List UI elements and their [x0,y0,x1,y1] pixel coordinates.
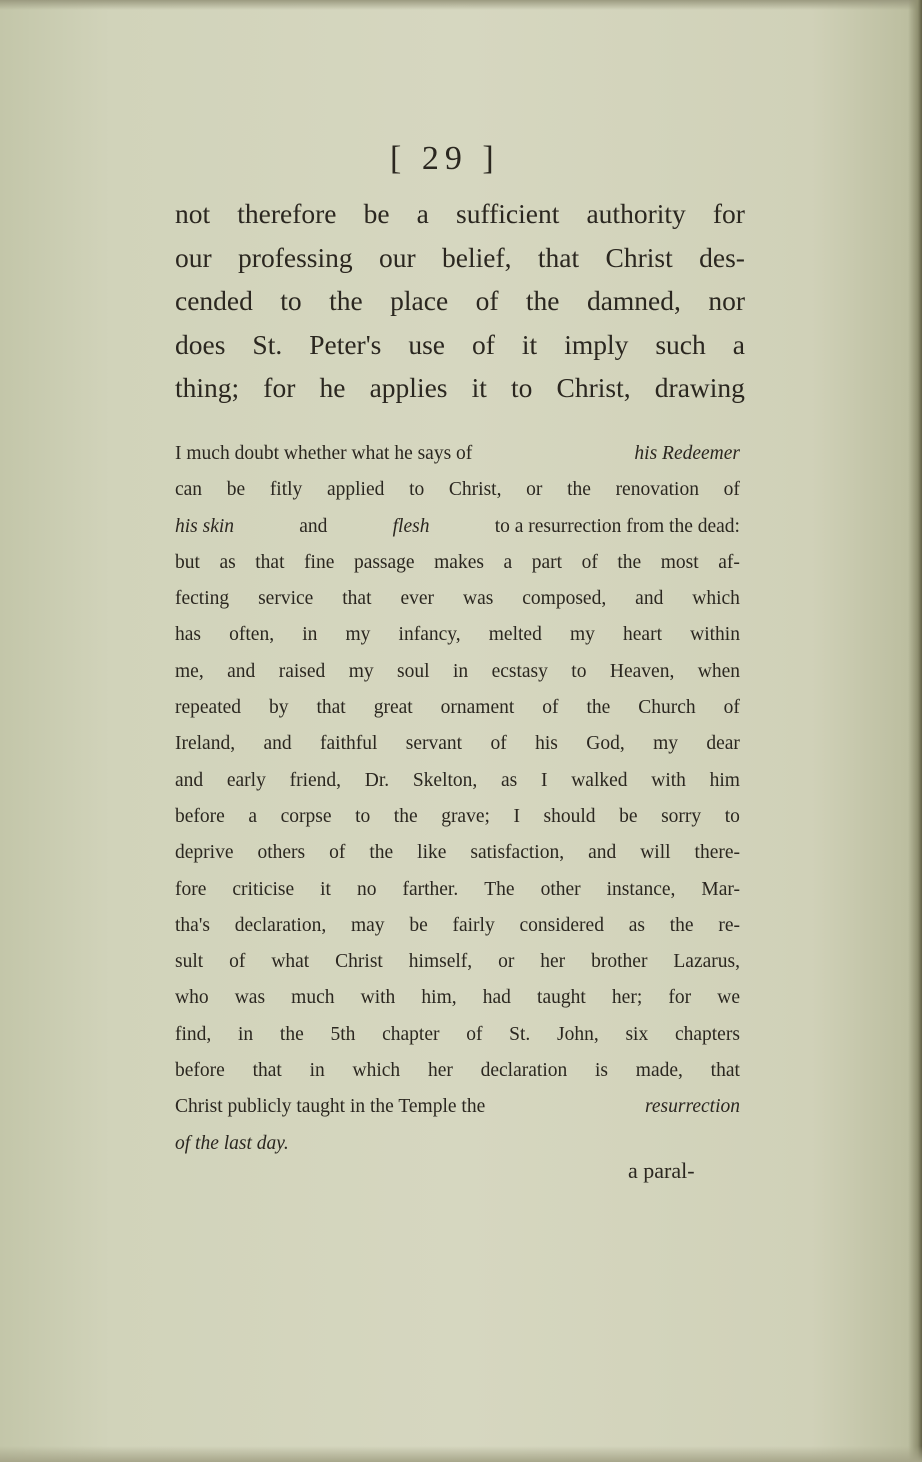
word: cended [175,285,253,317]
word: others [257,842,306,864]
word: he [319,372,346,404]
word: which [352,1060,401,1082]
word: use [408,328,446,360]
word: instance, [606,878,676,900]
word: af- [718,551,740,573]
main-text-line [175,192,745,236]
word: to [409,479,425,501]
word: applied [326,479,385,501]
word: and [227,660,256,682]
word: criticise [232,878,295,900]
footnote-line [175,799,740,835]
word: sult [175,951,204,973]
word: like [417,842,447,864]
footnote-line [175,763,740,799]
footnote-line [175,1126,740,1162]
word: her [540,951,566,973]
word: be [363,198,390,229]
word: has [175,624,201,646]
word: satisfaction, [470,842,565,864]
word: was [234,987,266,1009]
word: much [291,987,335,1009]
catchword: a paral- [628,1158,695,1183]
word: the [525,285,560,317]
word: within [690,624,740,646]
page-bottom-edge [0,1446,922,1462]
word: faithful [320,733,378,755]
word: Peter's [309,328,382,360]
word: a [248,805,258,827]
word: it [471,372,487,404]
word: who [175,987,209,1009]
footnote-line [175,472,740,508]
footnote-italic-text: flesh [392,515,430,537]
word: of [475,285,499,317]
footnote-line [175,654,740,690]
word: to [511,372,533,404]
word: thing; [175,372,240,404]
word: other [540,878,581,900]
word: Ireland, [175,733,236,755]
word: of [229,951,246,973]
footnote-line [175,690,740,726]
word: be [409,914,428,936]
word: St. [509,1023,531,1045]
word: of [472,328,495,360]
word: John, [557,1023,599,1045]
word: corpse [280,805,332,827]
word: dear [706,733,740,755]
word: I [513,805,520,827]
footnote-line [175,835,740,871]
word: that [710,1060,740,1082]
word: is [595,1060,609,1082]
word: raised [278,660,326,682]
word: that [342,588,372,610]
word: that [537,241,580,273]
footnote-line [175,980,740,1016]
footnote [175,436,740,1162]
word: declaration [480,1060,568,1082]
word: tha's [175,914,210,936]
word: of [466,1023,483,1045]
word: our [379,241,416,273]
word: Christ [605,241,673,273]
word: 5th [330,1023,356,1045]
word: I [540,769,548,791]
word: made, [635,1060,683,1082]
word: sufficient [456,198,560,229]
word: no [356,878,377,900]
footnote-line [175,509,740,545]
word: by [269,697,289,719]
word: of [723,479,740,501]
footnote-italic-text: of the last day. [175,1132,289,1154]
word: deprive [175,842,234,864]
footnote-italic-text: his Redeemer [634,443,740,464]
word: it [521,328,538,360]
word: does [175,328,226,360]
word: farther. [402,878,459,900]
word: we [717,987,740,1009]
word: as [219,551,236,573]
word: imply [564,328,629,360]
word: service [258,588,314,610]
main-text-line [175,366,745,410]
word: should [543,805,596,827]
word: in [238,1023,254,1045]
word: early [226,769,266,791]
word: can [175,479,203,501]
word: of [329,842,346,864]
word: Dr. [364,769,390,791]
word: in [309,1060,325,1082]
word: my [653,733,678,755]
word: the [279,1023,304,1045]
word: repeated [175,697,242,719]
footnote-line [175,908,740,944]
word: professing [238,241,353,273]
word: what [271,951,310,973]
page-top-edge [0,0,922,10]
word: the [586,697,611,719]
word: Skelton, [412,769,478,791]
word: Church [638,697,696,719]
word: servant [405,733,463,755]
footnote-italic-text: resurrection [645,1096,740,1118]
word: may [350,914,385,936]
word: it [320,878,331,900]
word: des- [699,241,745,273]
word: The [484,878,515,900]
word: a [503,551,513,573]
word: in [302,624,318,646]
word: of [542,697,559,719]
footnote-line [175,436,740,472]
word: such [655,328,706,360]
footnote-text: to a resurrection from the dead: [494,515,740,537]
footnote-line [175,545,740,581]
word: Christ, [556,372,631,404]
word: of [723,697,740,719]
word: him, [421,987,457,1009]
word: the [617,551,642,573]
page-right-edge [908,0,922,1462]
footnote-line [175,1089,740,1125]
footnote-line [175,944,740,980]
word: place [390,285,449,317]
word: nor [708,285,745,317]
footnote-text: and [299,515,328,537]
word: composed, [522,588,607,610]
word: melted [488,624,542,646]
word: the [369,842,394,864]
word: ornament [440,697,515,719]
word: part [531,551,563,573]
word: to [571,660,587,682]
word: for [263,372,296,404]
word: Mar- [701,878,740,900]
word: infancy, [398,624,461,646]
word: with [651,769,686,791]
main-text [175,192,745,410]
word: grave; [441,805,490,827]
word: fore [175,878,207,900]
word: was [462,588,494,610]
word: as [501,769,518,791]
word: soul [397,660,430,682]
word: there- [694,842,740,864]
word: which [692,588,740,610]
word: fairly [452,914,495,936]
word: and [175,769,204,791]
word: makes [434,551,484,573]
word: be [619,805,638,827]
word: him [709,769,740,791]
word: declaration, [234,914,327,936]
main-text-line [175,323,745,367]
footnote-text: I much doubt whether what he says of [175,443,473,464]
footnote-line [175,872,740,908]
word: ever [400,588,435,610]
word: sorry [661,805,702,827]
word: to [280,285,302,317]
word: me, [175,660,204,682]
word: often, [229,624,275,646]
word: be [226,479,246,501]
word: and [635,588,664,610]
word: when [697,660,740,682]
word: Heaven, [609,660,675,682]
word: the [669,914,694,936]
word: fine [304,551,335,573]
word: chapters [674,1023,740,1045]
word: her [427,1060,453,1082]
footnote-line [175,617,740,653]
word: and [588,842,617,864]
word: chapter [382,1023,440,1045]
word: belief, [442,241,512,273]
word: of [581,551,598,573]
word: passage [353,551,415,573]
word: the [567,479,591,501]
footnote-line [175,726,740,762]
word: walked [571,769,628,791]
footnote-line [175,581,740,617]
word: renovation [615,479,699,501]
footnote-text: Christ publicly taught in the Temple the [175,1096,486,1118]
word: damned, [586,285,681,317]
word: fecting [175,588,230,610]
word: will [640,842,671,864]
word: therefore [237,198,337,229]
word: Lazarus, [673,951,740,973]
word: but [175,551,200,573]
word: before [175,805,225,827]
word: friend, [289,769,342,791]
word: my [348,660,374,682]
word: six [625,1023,649,1045]
word: Christ, [448,479,502,501]
word: a [732,328,745,360]
word: as [628,914,645,936]
word: himself, [408,951,473,973]
word: Christ [335,951,383,973]
word: of [490,733,507,755]
main-text-line [175,236,745,280]
word: her; [611,987,643,1009]
word: that [255,551,285,573]
main-text-line [175,279,745,323]
word: great [373,697,413,719]
footnote-italic-text: his skin [175,515,235,537]
word: my [569,624,595,646]
word: the [393,805,418,827]
word: that [252,1060,282,1082]
footnote-line [175,1017,740,1053]
word: for [712,198,745,229]
word: taught [537,987,586,1009]
word: or [526,479,543,501]
word: for [668,987,692,1009]
word: the [329,285,363,317]
word: or [498,951,515,973]
word: before [175,1060,225,1082]
word: with [360,987,396,1009]
word: find, [175,1023,212,1045]
word: in [452,660,469,682]
word: St. [252,328,283,360]
word: applies [369,372,448,404]
word: brother [591,951,648,973]
word: my [345,624,371,646]
word: a [416,198,429,229]
footnote-line [175,1053,740,1089]
word: to [724,805,740,827]
word: not [175,198,211,229]
word: drawing [654,372,745,404]
word: authority [586,198,686,229]
word: and [263,733,292,755]
word: had [482,987,511,1009]
word: his [535,733,558,755]
word: considered [519,914,604,936]
word: fitly [269,479,303,501]
word: that [316,697,346,719]
word: God, [586,733,625,755]
word: our [175,241,212,273]
page-number: [ 29 ] [390,140,500,177]
word: heart [623,624,662,646]
word: re- [718,914,740,936]
word: to [355,805,371,827]
word: ecstasy [491,660,548,682]
word: most [660,551,699,573]
